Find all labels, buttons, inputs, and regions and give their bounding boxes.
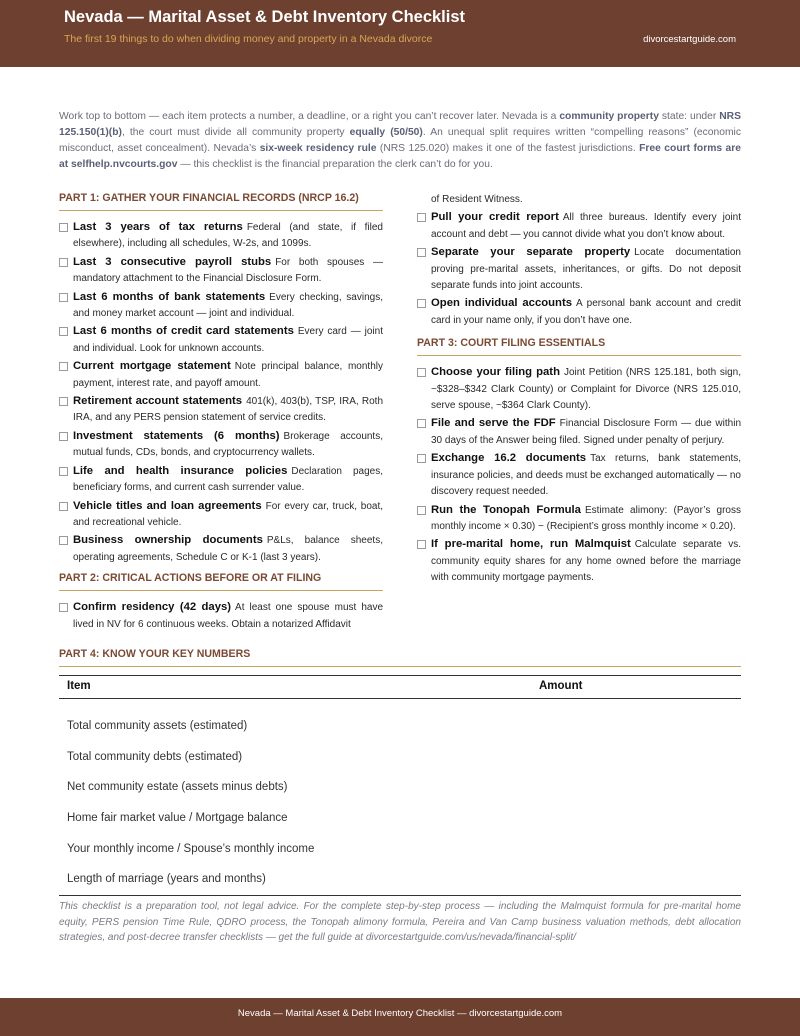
checklist-item-label: Separate your separate property — [431, 246, 631, 259]
checkbox[interactable] — [59, 502, 68, 511]
checklist-item-description: All three bureaus. Identify every joint account and debt — you cannot divide what you don’t know about. — [431, 212, 741, 240]
checklist-item — [417, 502, 741, 536]
checklist-item — [417, 295, 741, 329]
checkbox[interactable] — [59, 362, 68, 371]
table-row — [59, 699, 741, 742]
checklist-item — [59, 532, 383, 566]
checklist-item-label: Life and health insurance policies — [73, 464, 288, 477]
checklist-item-label: Open individual accounts — [431, 297, 572, 310]
checklist-item-description: Note principal balance, monthly payment, interest rate, and payoff amount. — [73, 361, 383, 389]
part3-checklist — [417, 364, 741, 586]
checklist-item-description: Declaration pages, beneficiary forms, and current cash surrender value. — [73, 465, 383, 494]
checklist-item-description: Every card — joint and individual. Look for unknown accounts. — [73, 326, 383, 354]
page-subtitle: The first 19 things to do when dividing money and property in a Nevada divorce — [64, 33, 433, 45]
checklist-item-description: For both spouses — mandatory attachment to the Financial Disclosure Form. — [73, 256, 383, 285]
checkbox[interactable] — [59, 467, 68, 476]
intro-text: . An unequal split requires written “compelling reasons” (economic misconduct, asset concealment). Nevada’s — [59, 127, 741, 154]
table-row — [59, 803, 741, 834]
part2-checklist — [59, 599, 383, 633]
table-cell-item: Total community assets (estimated) — [67, 720, 248, 733]
table-cell-amount[interactable] — [539, 864, 741, 895]
checklist-item-label: Last 6 months of bank statements — [73, 290, 266, 303]
right-column — [417, 192, 741, 588]
checklist-item-description: Estimate alimony: (Payor’s gross monthly income × 0.30) − (Recipient’s gross monthly income × 0.20). — [431, 504, 741, 532]
checklist-item-label: File and serve the FDF — [431, 417, 556, 430]
checkbox[interactable] — [417, 454, 426, 463]
table-cell-amount[interactable] — [539, 699, 741, 742]
table-row — [59, 864, 741, 895]
table-row — [59, 742, 741, 773]
table-cell-item: Net community estate (assets minus debts) — [67, 781, 288, 794]
part3-title: PART 3: COURT FILING ESSENTIALS — [417, 337, 741, 356]
page-title: Nevada — Marital Asset & Debt Inventory Checklist — [64, 8, 466, 26]
checklist-item — [59, 428, 383, 462]
checklist-item-label: Choose your filing path — [431, 366, 560, 379]
table-header-row — [59, 676, 741, 699]
intro-text: — this checklist is the financial preparation the clerk can’t do for you. — [177, 159, 493, 170]
checklist-item-label: Last 3 consecutive payroll stubs — [73, 255, 272, 268]
checklist-item — [59, 393, 383, 427]
checklist-item-label: Vehicle titles and loan agreements — [73, 499, 262, 512]
part2-title: PART 2: CRITICAL ACTIONS BEFORE OR AT FILING — [59, 572, 383, 591]
table-cell-amount[interactable] — [539, 742, 741, 773]
table-row — [59, 772, 741, 803]
checklist-item — [59, 498, 383, 532]
checklist-item-description: Brokerage accounts, mutual funds, CDs, bonds, and cryptocurrency wallets. — [73, 430, 383, 459]
checkbox[interactable] — [59, 536, 68, 545]
checkbox[interactable] — [417, 213, 426, 222]
key-numbers-table — [59, 675, 741, 896]
checklist-item — [417, 450, 741, 500]
checkbox[interactable] — [417, 540, 426, 549]
checklist-item-label: Current mortgage statement — [73, 360, 231, 373]
page-footer: Nevada — Marital Asset & Debt Inventory Checklist — divorcestartguide.com — [0, 998, 800, 1036]
table-cell-amount[interactable] — [539, 772, 741, 803]
checklist-item-description: Financial Disclosure Form — due within 30 days of the Answer being filed. Signed under penalty of perjury. — [431, 418, 741, 446]
checklist-item — [59, 219, 383, 253]
checkbox[interactable] — [417, 248, 426, 257]
checklist-item-label: Pull your credit report — [431, 211, 559, 224]
checklist-item-description: Tax returns, bank statements, insurance policies, and deeds must be exchanged automatically — no discovery request needed. — [431, 453, 742, 498]
checklist-item-label: Retirement account statements — [73, 395, 243, 408]
checklist-item-label: Last 6 months of credit card statements — [73, 325, 294, 338]
intro-emphasis: six-week residency rule — [259, 143, 377, 154]
checklist-item-label: Confirm residency (42 days) — [73, 601, 232, 614]
column-header-item: Item — [59, 676, 539, 699]
page-header — [0, 0, 800, 67]
checklist-item — [59, 323, 383, 357]
part1-checklist — [59, 219, 383, 566]
part2-continuation: of Resident Witness. — [431, 194, 523, 205]
checklist-item — [59, 289, 383, 323]
table-cell-amount[interactable] — [539, 833, 741, 864]
checklist-item-description: P&Ls, balance sheets, operating agreements, Schedule C or K-1 (last 3 years). — [73, 535, 383, 563]
checklist-item — [59, 358, 383, 392]
checklist-item-description: Every checking, savings, and money market account — joint and individual. — [73, 291, 383, 320]
checkbox[interactable] — [417, 506, 426, 515]
checklist-item-description: Locate documentation proving pre-marital assets, inheritances, or gifts. Do not deposit separate funds into joint accounts. — [431, 247, 741, 292]
intro-paragraph — [59, 109, 741, 173]
checklist-item-description: Calculate separate vs. community equity shares for any home owned before the marriage with community mortgage payments. — [431, 539, 741, 584]
checklist-item-label: Run the Tonopah Formula — [431, 503, 581, 516]
checklist-item-description: Federal (and state, if filed elsewhere), including all schedules, W-2s, and 1099s. — [73, 222, 383, 250]
intro-emphasis: NRS 125.150(1)(b) — [59, 111, 741, 138]
checklist-item-description: At least one spouse must have lived in NV for 6 continuous weeks. Obtain a notarized Affidavit — [73, 602, 384, 630]
checklist-item-description: Joint Petition (NRS 125.181, both sign, ~$328–$342 Clark County) or Complaint for Divorce (NRS 125.010, serve spouse, ~$364 Clark County). — [431, 367, 741, 412]
checkbox[interactable] — [417, 419, 426, 428]
table-cell-amount[interactable] — [539, 803, 741, 834]
checklist-item — [417, 415, 741, 449]
checklist-item-description: For every car, truck, boat, and recreational vehicle. — [73, 500, 383, 528]
checklist-item-label: Investment statements (6 months) — [73, 429, 280, 442]
checklist-item-label: Business ownership documents — [73, 534, 263, 547]
table-cell-item: Your monthly income / Spouse’s monthly income — [67, 842, 315, 855]
left-column — [59, 192, 383, 634]
part4-section — [59, 648, 741, 896]
checkbox[interactable] — [59, 293, 68, 302]
table-cell-item: Home fair market value / Mortgage balance — [67, 812, 288, 825]
checklist-item — [417, 209, 741, 243]
table-row — [59, 833, 741, 864]
checklist-item-description: 401(k), 403(b), TSP, IRA, Roth IRA, and any PERS pension statement of service credits. — [73, 396, 384, 424]
part1-title: PART 1: GATHER YOUR FINANCIAL RECORDS (NRCP 16.2) — [59, 192, 383, 211]
checklist-item-label: If pre-marital home, run Malmquist — [431, 538, 631, 551]
checklist-item-label: Exchange 16.2 documents — [431, 452, 587, 465]
checkbox[interactable] — [59, 327, 68, 336]
intro-text: , the court must divide all community property — [121, 127, 350, 138]
checklist-item-description: A personal bank account and credit card in your name only, if you don’t have one. — [431, 298, 741, 326]
intro-emphasis: Free court forms are at selfhelp.nvcourts.gov — [59, 143, 741, 170]
intro-text: state: under — [658, 111, 720, 122]
checkbox[interactable] — [417, 368, 426, 377]
checklist-item — [59, 599, 383, 633]
part4-title: PART 4: KNOW YOUR KEY NUMBERS — [59, 648, 741, 667]
checklist-item — [59, 254, 383, 288]
intro-text: (NRS 125.020) makes it one of the fastest jurisdictions. — [376, 143, 640, 154]
table-cell-item: Total community debts (estimated) — [67, 750, 243, 763]
intro-emphasis: equally (50/50) — [349, 127, 423, 138]
checkbox[interactable] — [59, 223, 68, 232]
checkbox[interactable] — [59, 603, 68, 612]
checklist-item — [417, 536, 741, 586]
checklist-item-label: Last 3 years of tax returns — [73, 221, 243, 233]
intro-text: Work top to bottom — each item protects a number, a deadline, or a right you can’t recover later. Nevada is a — [59, 111, 560, 122]
checkbox[interactable] — [59, 397, 68, 406]
disclaimer: This checklist is a preparation tool, not legal advice. For the complete step-by-step process — including the Malmquist formula for pre-marital home equity, PERS pension Time Rule, QDRO process, the Tonopah alimony formula, Pereira and Van Camp business valuation methods, debt allocation strategies, and post-decree transfer checklists — get the full guide at divorcestartguide.com/us/nevada/financial-split/ — [59, 901, 741, 943]
checkbox[interactable] — [59, 258, 68, 267]
table-cell-item: Length of marriage (years and months) — [59, 864, 539, 895]
checkbox[interactable] — [59, 432, 68, 441]
intro-emphasis: community property — [559, 111, 659, 122]
site-link[interactable]: divorcestartguide.com — [643, 34, 736, 45]
checkbox[interactable] — [417, 299, 426, 308]
part2-checklist-continued — [417, 209, 741, 329]
checklist-item — [417, 364, 741, 414]
checklist-item — [417, 244, 741, 294]
checklist-item — [59, 463, 383, 497]
column-header-amount: Amount — [539, 676, 741, 699]
